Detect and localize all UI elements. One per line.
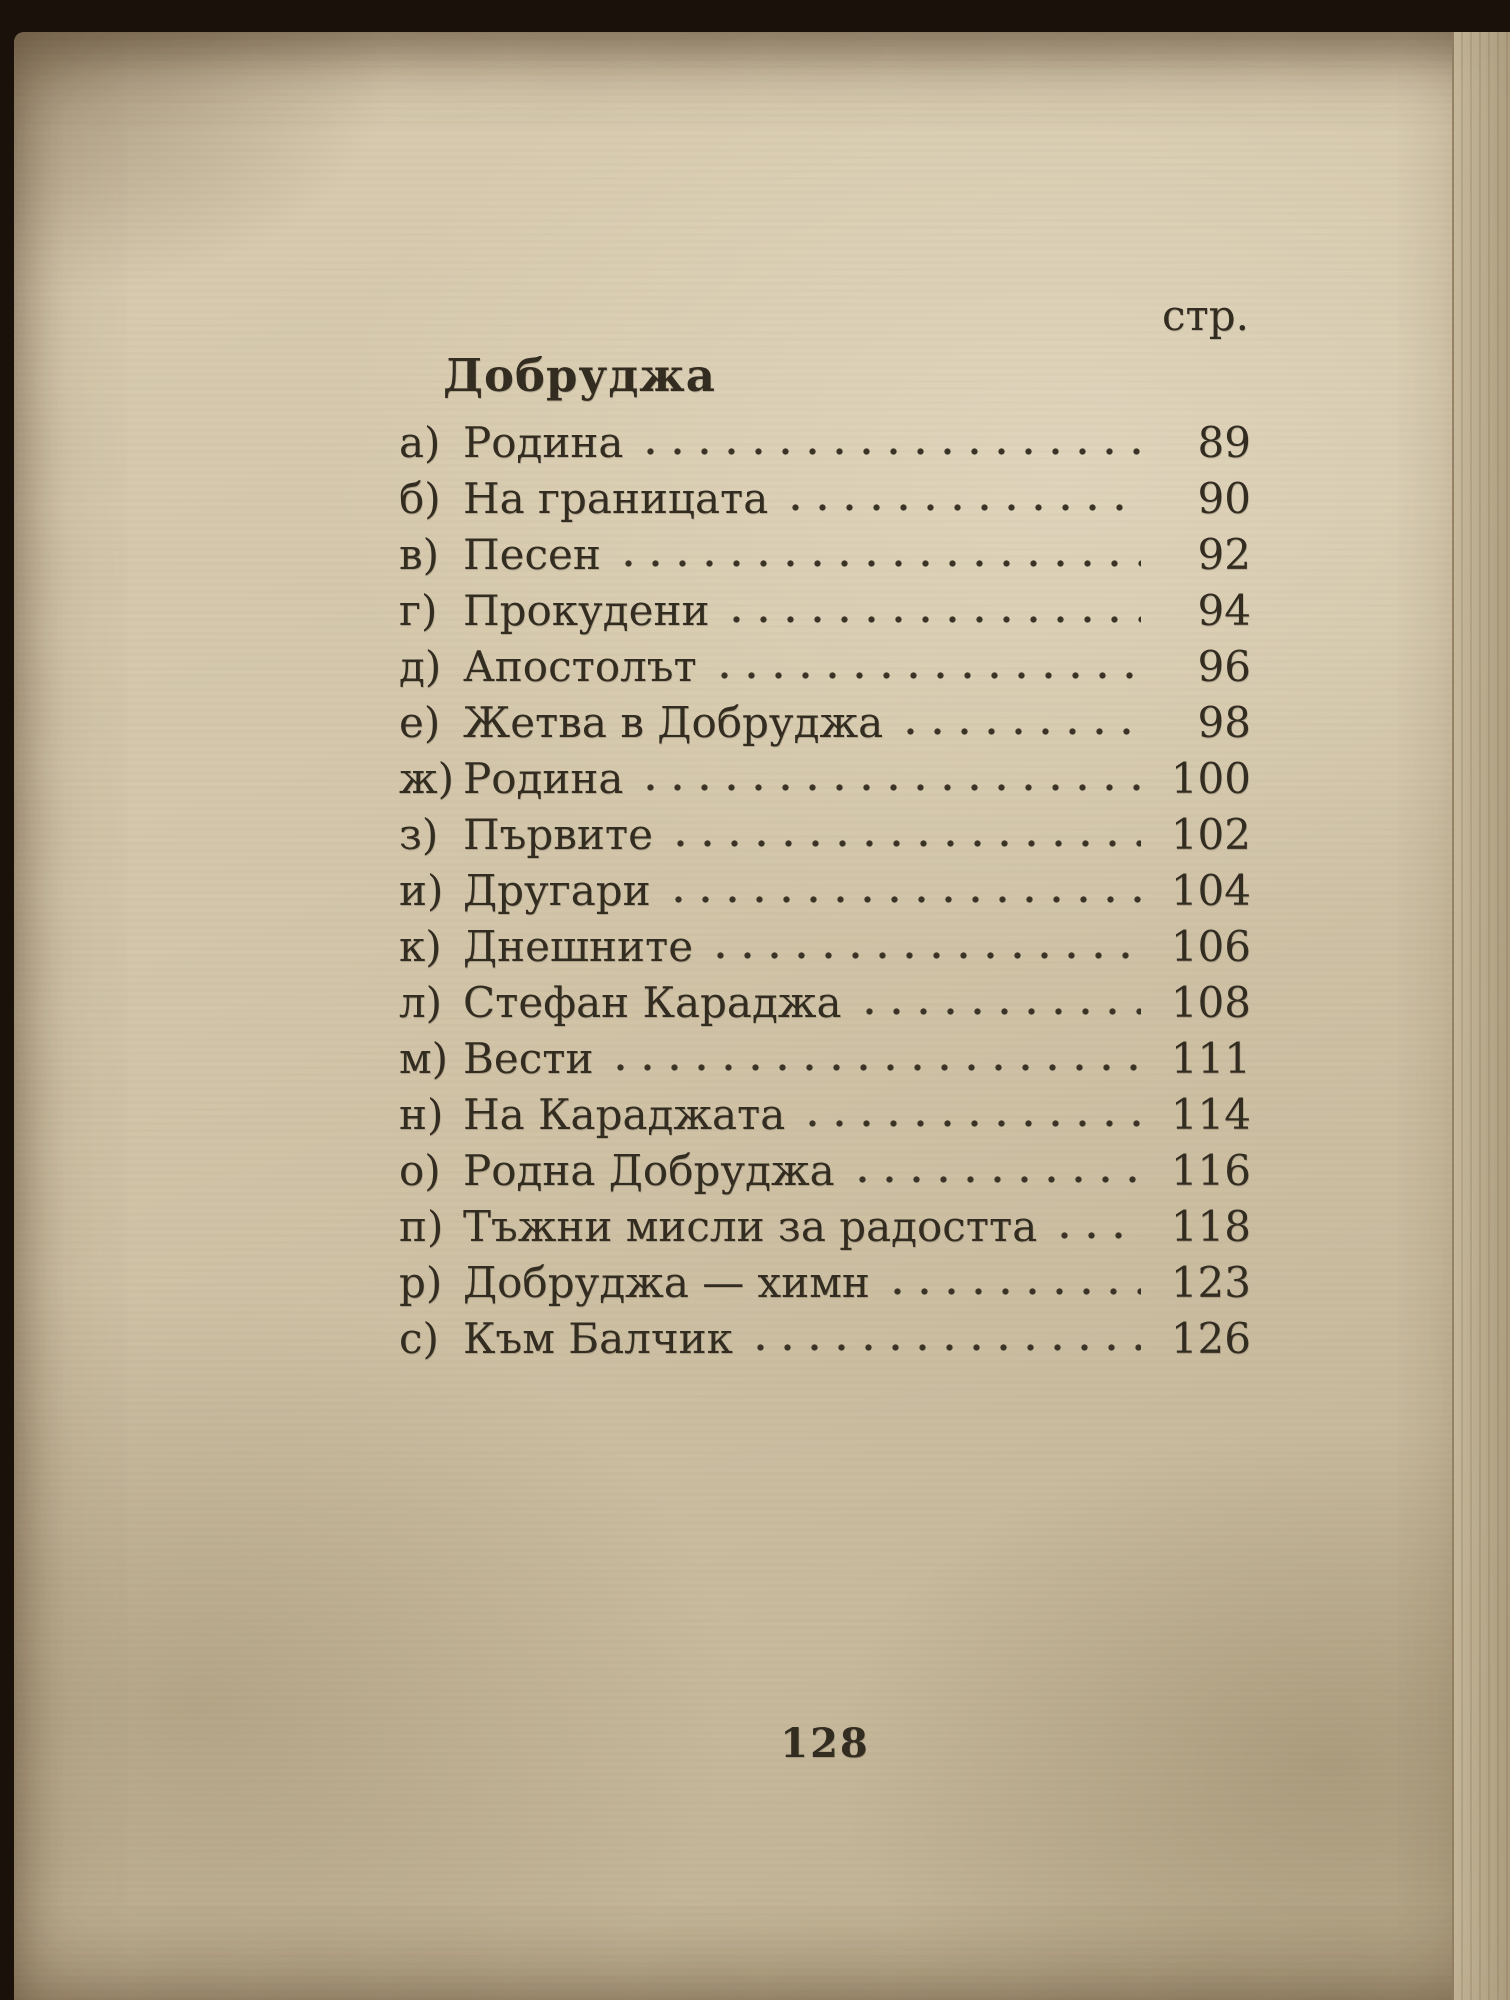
- toc-row: [399, 1258, 1251, 1314]
- toc-letter: к): [399, 922, 442, 971]
- toc-title: Днешните: [463, 922, 694, 971]
- toc-row: [399, 1202, 1251, 1258]
- toc-page-number: 89: [1197, 418, 1251, 467]
- page-column-label: стр.: [1162, 291, 1249, 340]
- toc-title: Вести: [463, 1034, 594, 1083]
- toc-row: [399, 1314, 1251, 1370]
- table-of-contents: [399, 290, 1251, 1370]
- toc-leader-dots: [809, 1118, 1141, 1129]
- toc-page-number: 92: [1197, 530, 1251, 579]
- toc-leader-dots: [717, 950, 1141, 961]
- toc-row: [399, 530, 1251, 586]
- toc-leader-dots: [677, 838, 1141, 849]
- toc-page-number: 102: [1170, 810, 1251, 859]
- toc-row: [399, 474, 1251, 530]
- toc-title: Прокудени: [463, 586, 710, 635]
- toc-title: Апостолът: [463, 642, 697, 691]
- toc-page-number: 111: [1170, 1034, 1251, 1083]
- footer-page-number: 128: [780, 1720, 870, 1767]
- toc-leader-dots: [757, 1342, 1141, 1353]
- toc-row: [399, 1090, 1251, 1146]
- toc-title: Тъжни мисли за радостта: [463, 1202, 1038, 1251]
- toc-page-number: 116: [1170, 1146, 1251, 1195]
- toc-title: Родина: [463, 754, 624, 803]
- toc-list: [399, 418, 1251, 1370]
- toc-letter: а): [399, 418, 441, 467]
- toc-title: Първите: [463, 810, 653, 859]
- toc-leader-dots: [675, 894, 1141, 905]
- toc-title: Добруджа — химн: [463, 1258, 870, 1307]
- toc-row: [399, 418, 1251, 474]
- toc-leader-dots: [894, 1286, 1141, 1297]
- toc-title: Стефан Караджа: [463, 978, 842, 1027]
- toc-row: [399, 810, 1251, 866]
- book-page: [14, 32, 1510, 2000]
- toc-letter: с): [399, 1314, 439, 1363]
- toc-page-number: 108: [1170, 978, 1251, 1027]
- toc-leader-dots: [866, 1006, 1142, 1017]
- section-title: Добруджа: [443, 349, 716, 402]
- toc-leader-dots: [733, 614, 1141, 625]
- page-edge-stack: [1452, 32, 1510, 2000]
- toc-letter: и): [399, 866, 444, 915]
- toc-page-number: 126: [1170, 1314, 1251, 1363]
- toc-leader-dots: [792, 502, 1141, 513]
- toc-row: [399, 866, 1251, 922]
- toc-leader-dots: [1061, 1230, 1141, 1241]
- toc-title: Родина: [463, 418, 624, 467]
- toc-letter: д): [399, 642, 442, 691]
- toc-title: Към Балчик: [463, 1314, 733, 1363]
- toc-leader-dots: [625, 558, 1141, 569]
- toc-page-number: 90: [1197, 474, 1251, 523]
- toc-leader-dots: [907, 726, 1141, 737]
- toc-page-number: 96: [1197, 642, 1251, 691]
- toc-letter: ж): [399, 754, 455, 803]
- toc-title: Песен: [463, 530, 601, 579]
- toc-title: На границата: [463, 474, 769, 523]
- toc-page-number: 104: [1170, 866, 1251, 915]
- toc-row: [399, 1146, 1251, 1202]
- toc-letter: л): [399, 978, 443, 1027]
- toc-row: [399, 1034, 1251, 1090]
- toc-row: [399, 642, 1251, 698]
- toc-title: Родна Добруджа: [463, 1146, 835, 1195]
- toc-title: На Караджата: [463, 1090, 786, 1139]
- toc-row: [399, 698, 1251, 754]
- toc-page-number: 118: [1170, 1202, 1251, 1251]
- toc-row: [399, 754, 1251, 810]
- toc-page-number: 114: [1170, 1090, 1251, 1139]
- toc-letter: м): [399, 1034, 449, 1083]
- toc-letter: н): [399, 1090, 444, 1139]
- toc-row: [399, 978, 1251, 1034]
- toc-letter: в): [399, 530, 440, 579]
- toc-title: Жетва в Добруджа: [463, 698, 884, 747]
- toc-leader-dots: [721, 670, 1141, 681]
- toc-page-number: 106: [1170, 922, 1251, 971]
- toc-letter: е): [399, 698, 441, 747]
- toc-letter: р): [399, 1258, 443, 1307]
- toc-leader-dots: [647, 446, 1141, 457]
- toc-letter: г): [399, 586, 438, 635]
- toc-row: [399, 922, 1251, 978]
- toc-row: [399, 586, 1251, 642]
- toc-letter: п): [399, 1202, 444, 1251]
- toc-page-number: 98: [1197, 698, 1251, 747]
- toc-leader-dots: [647, 782, 1141, 793]
- toc-letter: о): [399, 1146, 441, 1195]
- toc-page-number: 123: [1170, 1258, 1251, 1307]
- toc-title: Другари: [463, 866, 651, 915]
- toc-page-number: 100: [1170, 754, 1251, 803]
- toc-letter: з): [399, 810, 439, 859]
- toc-page-number: 94: [1197, 586, 1251, 635]
- toc-leader-dots: [617, 1062, 1141, 1073]
- toc-letter: б): [399, 474, 441, 523]
- toc-leader-dots: [859, 1174, 1141, 1185]
